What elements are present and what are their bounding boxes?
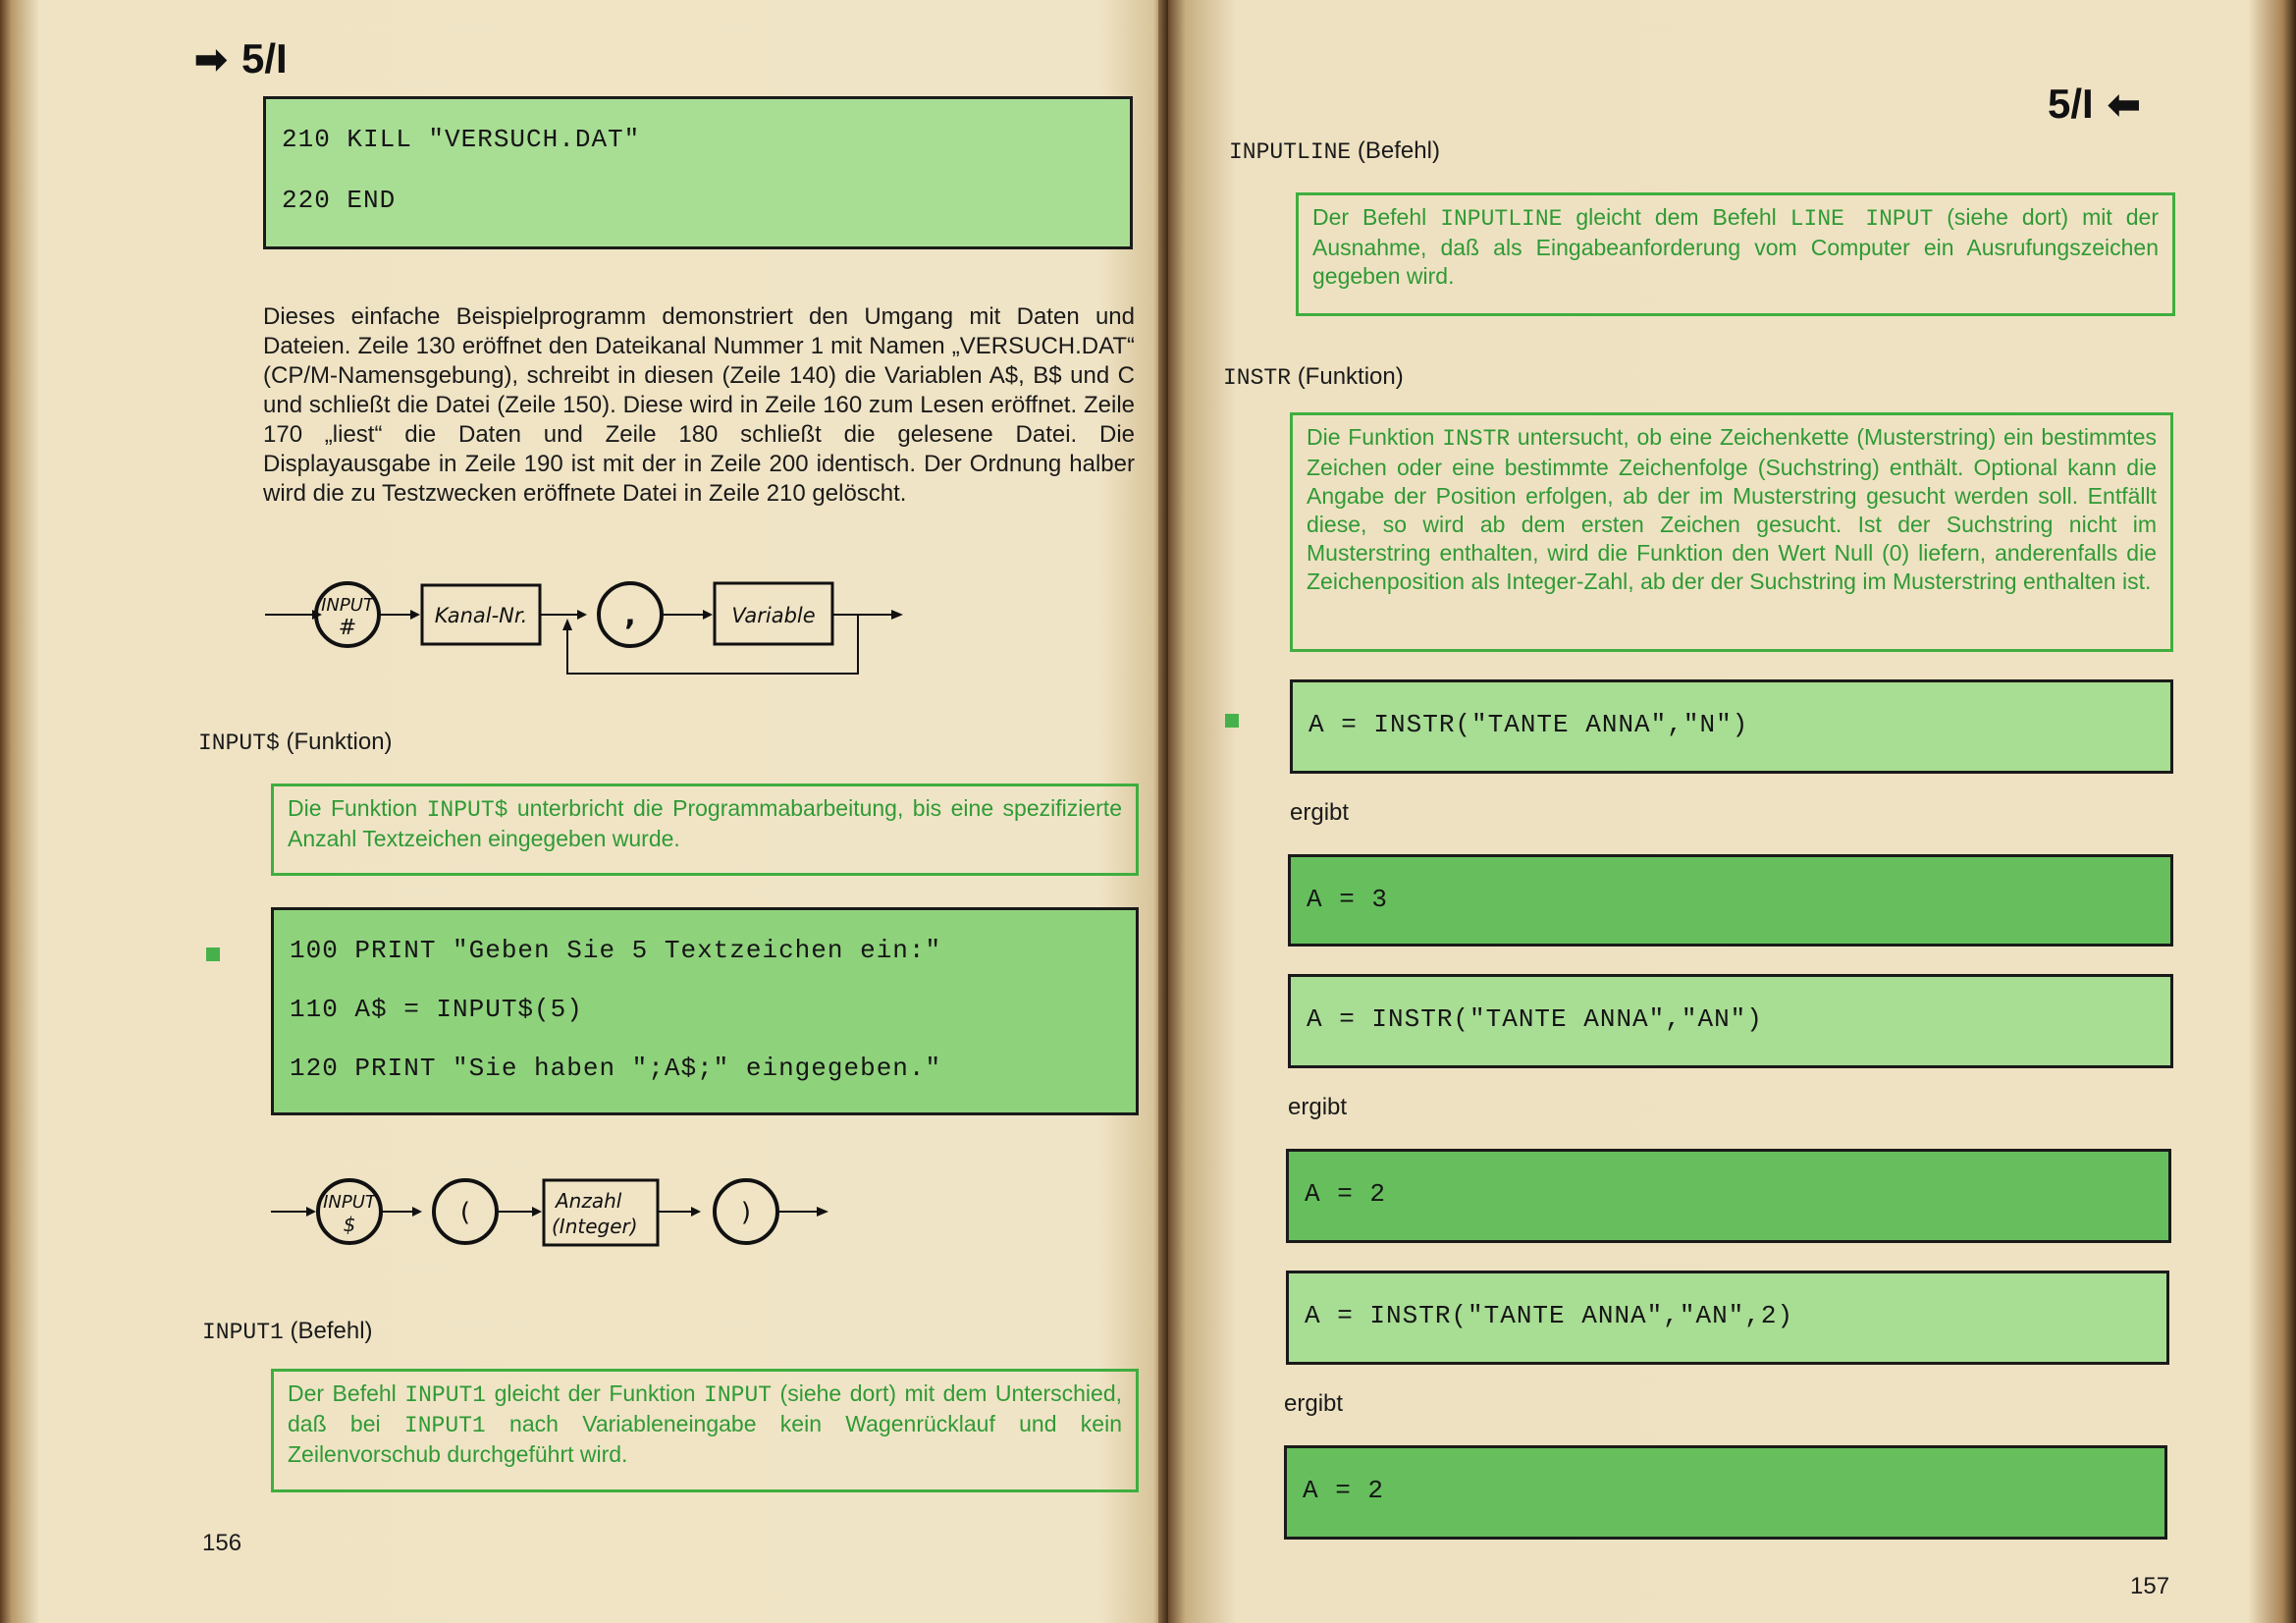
result-example-2 [1286, 1149, 2171, 1243]
section-header-right [2048, 81, 2141, 128]
node-label: (Integer) [552, 1215, 638, 1238]
description-inputline: Der Befehl INPUTLINE gleicht dem Befehl LINE INPUT (siehe dort) mit der Ausnahme, daß als Eingabeanforderung vom Computer ein Ausrufungszeichen gegeben wird. [1296, 192, 2175, 316]
code-line: 120 PRINT "Sie haben ";A$;" eingegeben." [290, 1054, 942, 1083]
node-label: INPUT [321, 595, 374, 616]
code-line: A = INSTR("TANTE ANNA","N") [1308, 710, 1749, 739]
heading-input1: INPUT1 (Befehl) [202, 1318, 373, 1345]
code-line: A = INSTR("TANTE ANNA","AN") [1307, 1004, 1763, 1034]
node-label: , [624, 598, 636, 632]
page-number-left: 156 [202, 1530, 242, 1556]
example-bullet [1225, 714, 1239, 728]
right-page [1168, 0, 2296, 1623]
code-example-2 [1288, 974, 2173, 1068]
heading-instr: INSTR (Funktion) [1223, 363, 1404, 391]
syntax-diagram-input-dollar [267, 1174, 836, 1261]
description-instr: Die Funktion INSTR untersucht, ob eine Zeichenkette (Musterstring) ein bestimmtes Zeichen oder eine bestimmte Zeichenfolge (Suchstring) enthält. Optional kann die Angabe der Position erfolgen, ab der im Musterstring gesucht werden soll. Entfällt diese, so wird ab dem ersten Zeichen gesucht. Ist der Suchstring nicht im Musterstring enthalten, wird die Funktion den Wert Null (0) liefern, anderenfalls die Zeichenposition als Integer-Zahl, ab der der Suchstring im Musterstring enthalten ist. [1290, 412, 2173, 652]
description-input1: Der Befehl INPUT1 gleicht der Funktion INPUT (siehe dort) mit dem Unterschied, daß bei INPUT1 nach Variableneingabe kein Wagenrücklauf und kein Zeilenvorschub durchgeführt wird. [271, 1369, 1139, 1492]
result-example-3 [1284, 1445, 2167, 1540]
node-label: ) [740, 1198, 752, 1227]
node-label: $ [343, 1213, 356, 1236]
code-block-input-dollar [271, 907, 1139, 1115]
node-label: Variable [731, 604, 816, 627]
code-line: 110 A$ = INPUT$(5) [290, 995, 583, 1024]
ergibt-label: ergibt [1284, 1390, 1344, 1417]
syntax-diagram-input-hash [263, 571, 911, 681]
code-block-kill [263, 96, 1133, 249]
page-number-right: 157 [2130, 1573, 2170, 1599]
node-label: # [338, 616, 357, 640]
arrow-right-icon: ➡ [194, 38, 228, 81]
section-number: 5/I [2048, 81, 2094, 127]
ergibt-label: ergibt [1288, 1094, 1348, 1120]
code-line: 220 END [282, 186, 397, 215]
section-number: 5/I [240, 35, 288, 81]
code-example-1 [1290, 679, 2173, 774]
result-example-1 [1288, 854, 2173, 947]
arrow-left-icon: ⬅ [2108, 83, 2141, 127]
heading-inputline: INPUTLINE (Befehl) [1229, 137, 1440, 165]
node-label: ( [459, 1198, 471, 1227]
example-bullet [206, 947, 220, 961]
node-label: Kanal-Nr. [434, 604, 528, 627]
code-example-3 [1286, 1271, 2169, 1365]
result-line: A = 3 [1307, 885, 1389, 914]
node-label: Anzahl [556, 1189, 622, 1213]
node-label: INPUT [323, 1192, 376, 1213]
heading-input-dollar: INPUT$ (Funktion) [198, 729, 393, 756]
section-header-left [194, 35, 288, 82]
description-input-dollar: Die Funktion INPUT$ unterbricht die Programmabarbeitung, bis eine spezifizierte Anzahl Textzeichen eingegeben wurde. [271, 784, 1139, 876]
result-line: A = 2 [1303, 1476, 1385, 1505]
result-line: A = 2 [1305, 1179, 1387, 1209]
code-line: 210 KILL "VERSUCH.DAT" [282, 125, 641, 154]
code-line: A = INSTR("TANTE ANNA","AN",2) [1305, 1301, 1794, 1330]
code-line: 100 PRINT "Geben Sie 5 Textzeichen ein:" [290, 936, 942, 965]
ergibt-label: ergibt [1290, 799, 1350, 826]
explanation-paragraph: Dieses einfache Beispielprogramm demonstriert den Umgang mit Daten und Dateien. Zeile 130 eröffnet den Dateikanal Nummer 1 mit Namen „VERSUCH.DAT“ (CP/M-Namensgebung), schreibt in diesen (Zeile 140) die Variablen A$, B$ und C und schließt die Datei (Zeile 150). Diese wird in Zeile 160 zum Lesen eröffnet. Zeile 170 „liest“ die Daten und Zeile 180 schließt die gelesene Datei. Die Displayausgabe in Zeile 190 ist mit der in Zeile 200 identisch. Der Ordnung halber wird die zu Testzwecken eröffnete Datei in Zeile 210 gelöscht. [263, 303, 1135, 507]
